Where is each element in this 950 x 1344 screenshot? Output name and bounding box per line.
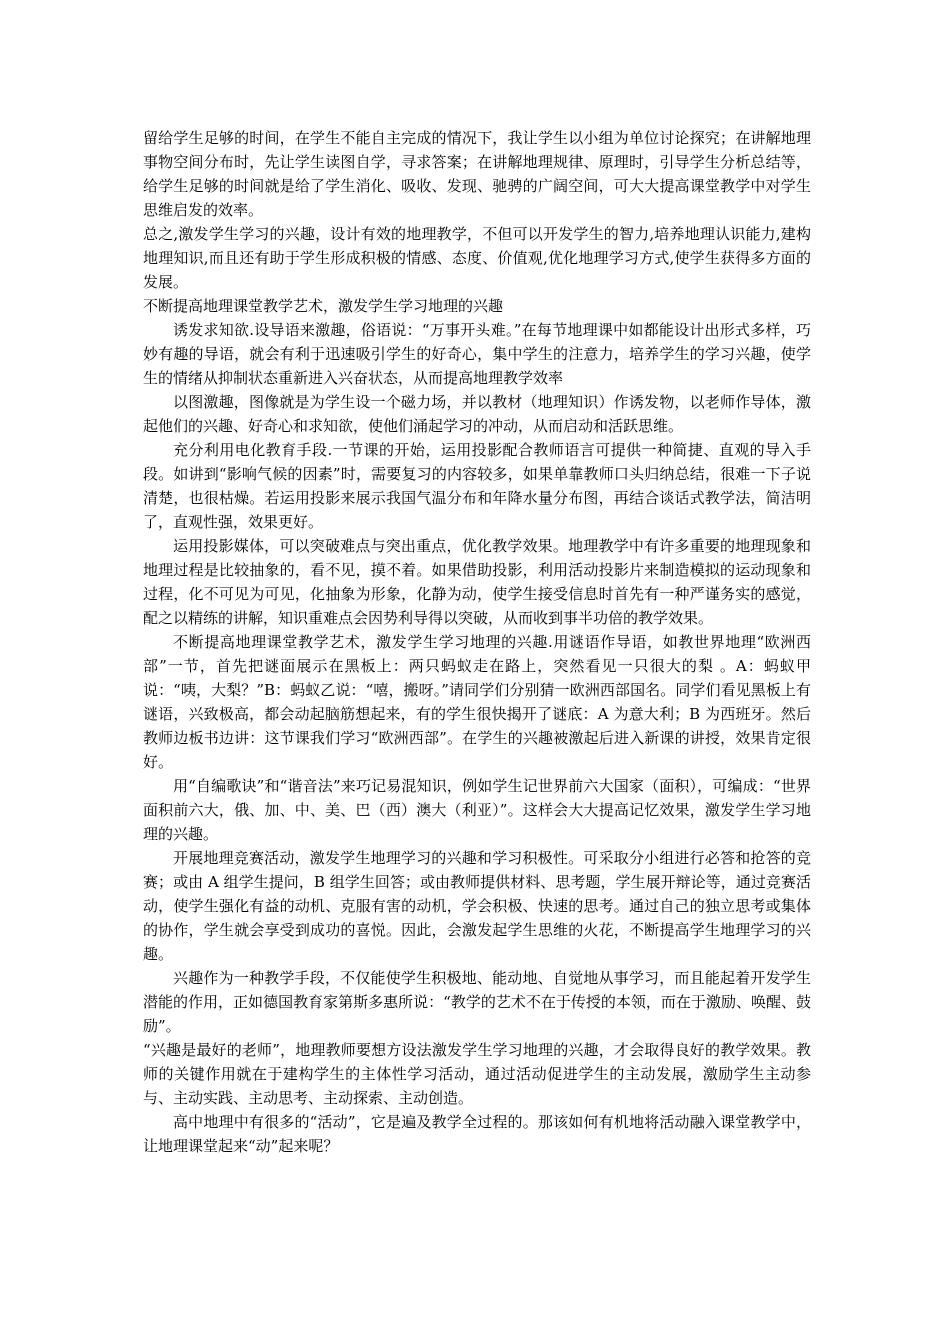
paragraph-7: 运用投影媒体，可以突破难点与突出重点，优化教学效果。地理教学中有许多重要的地理现象和地理过程是比较抽象的，看不见，摸不着。如果借助投影，利用活动投影片来制造模拟的运动现象和过程，化不可见为可见，化抽象为形象，化静为动，使学生接受信息时首先有一种严谨务实的感觉，配之以精练的讲解，知识重难点会因势利导得以突破，从而收到事半功倍的教学效果。	[143, 537, 811, 627]
document-body	[143, 126, 811, 1158]
paragraph-6: 充分利用电化教育手段.一节课的开始，运用投影配合教师语言可提供一种简捷、直观的导入手段。如讲到“影响气候的因素”时，需要复习的内容较多，如果单靠教师口头归纳总结，很难一下子说清楚，也很枯燥。若运用投影来展示我国气温分布和年降水量分布图，再结合谈话式教学法，简洁明了，直观性强，效果更好。	[143, 441, 811, 531]
paragraph-1: 留给学生足够的时间，在学生不能自主完成的情况下，我让学生以小组为单位讨论探究；在讲解地理事物空间分布时，先让学生读图自学，寻求答案；在讲解地理规律、原理时，引导学生分析总结等，给学生足够的时间就是给了学生消化、吸收、发现、驰骋的广阔空间，可大大提高课堂教学中对学生思维启发的效率。	[143, 129, 811, 219]
section-heading: 不断提高地理课堂教学艺术，激发学生学习地理的兴趣	[143, 297, 504, 315]
paragraph-11: 兴趣作为一种教学手段，不仅能使学生积极地、能动地、自觉地从事学习，而且能起着开发学生潜能的作用，正如德国教育家第斯多惠所说：“教学的艺术不在于传授的本领，而在于激励、唤醒、鼓励”。	[143, 969, 811, 1035]
paragraph-12: “兴趣是最好的老师”，地理教师要想方设法激发学生学习地理的兴趣，才会取得良好的教学效果。教师的关键作用就在于建构学生的主体性学习活动，通过活动促进学生的主动发展，激励学生主动参与、主动实践、主动思考、主动探索、主动创造。	[143, 1041, 811, 1107]
paragraph-9: 用“自编歌诀”和“谐音法”来巧记易混知识，例如学生记世界前六大国家（面积），可编成：“世界面积前六大，俄、加、中、美、巴（西）澳大（利亚）”。这样会大大提高记忆效果，激发学生学习地理的兴趣。	[143, 777, 811, 843]
paragraph-10: 开展地理竞赛活动，激发学生地理学习的兴趣和学习积极性。可采取分小组进行必答和抢答的竞赛；或由 A 组学生提问，B 组学生回答；或由教师提供材料、思考题，学生展开辩论等，通过竞赛活动，使学生强化有益的动机、克服有害的动机，学会积极、快速的思考。通过自己的独立思考或集体的协作，学生就会享受到成功的喜悦。因此，会激发起学生思维的火花，不断提高学生地理学习的兴趣。	[143, 849, 811, 963]
paragraph-13: 高中地理中有很多的“活动”，它是遍及教学全过程的。那该如何有机地将活动融入课堂教学中，让地理课堂起来“动”起来呢？	[143, 1113, 811, 1155]
paragraph-4: 诱发求知欲.设导语来激趣，俗语说：“万事开头难。”在每节地理课中如都能设计出形式多样，巧妙有趣的导语，就会有利于迅速吸引学生的好奇心，集中学生的注意力，培养学生的学习兴趣，使学生的情绪从抑制状态重新进入兴奋状态，从而提高地理教学效率	[143, 321, 811, 387]
paragraph-8: 不断提高地理课堂教学艺术，激发学生学习地理的兴趣.用谜语作导语，如教世界地理“欧洲西部”一节，首先把谜面展示在黑板上：两只蚂蚁走在路上，突然看见一只很大的梨 。A：蚂蚁甲说：“咦，大梨？”B：蚂蚁乙说：“嘻，搬呀。”请同学们分别猜一欧洲西部国名。同学们看见黑板上有谜语，兴致极高，都会动起脑筋想起来，有的学生很快揭开了谜底：A 为意大利；B 为西班牙。然后教师边板书边讲：这节课我们学习“欧洲西部”。在学生的兴趣被激起后进入新课的讲授，效果肯定很好。	[143, 633, 811, 771]
paragraph-5: 以图激趣，图像就是为学生设一个磁力场，并以教材（地理知识）作诱发物，以老师作导体，激起他们的兴趣、好奇心和求知欲，使他们涌起学习的冲动，从而启动和活跃思维。	[143, 393, 811, 435]
paragraph-2: 总之,激发学生学习的兴趣，设计有效的地理教学，不但可以开发学生的智力,培养地理认识能力,建构地理知识,而且还有助于学生形成积极的情感、态度、价值观,优化地理学习方式,使学生获得多方面的发展。	[143, 225, 811, 291]
